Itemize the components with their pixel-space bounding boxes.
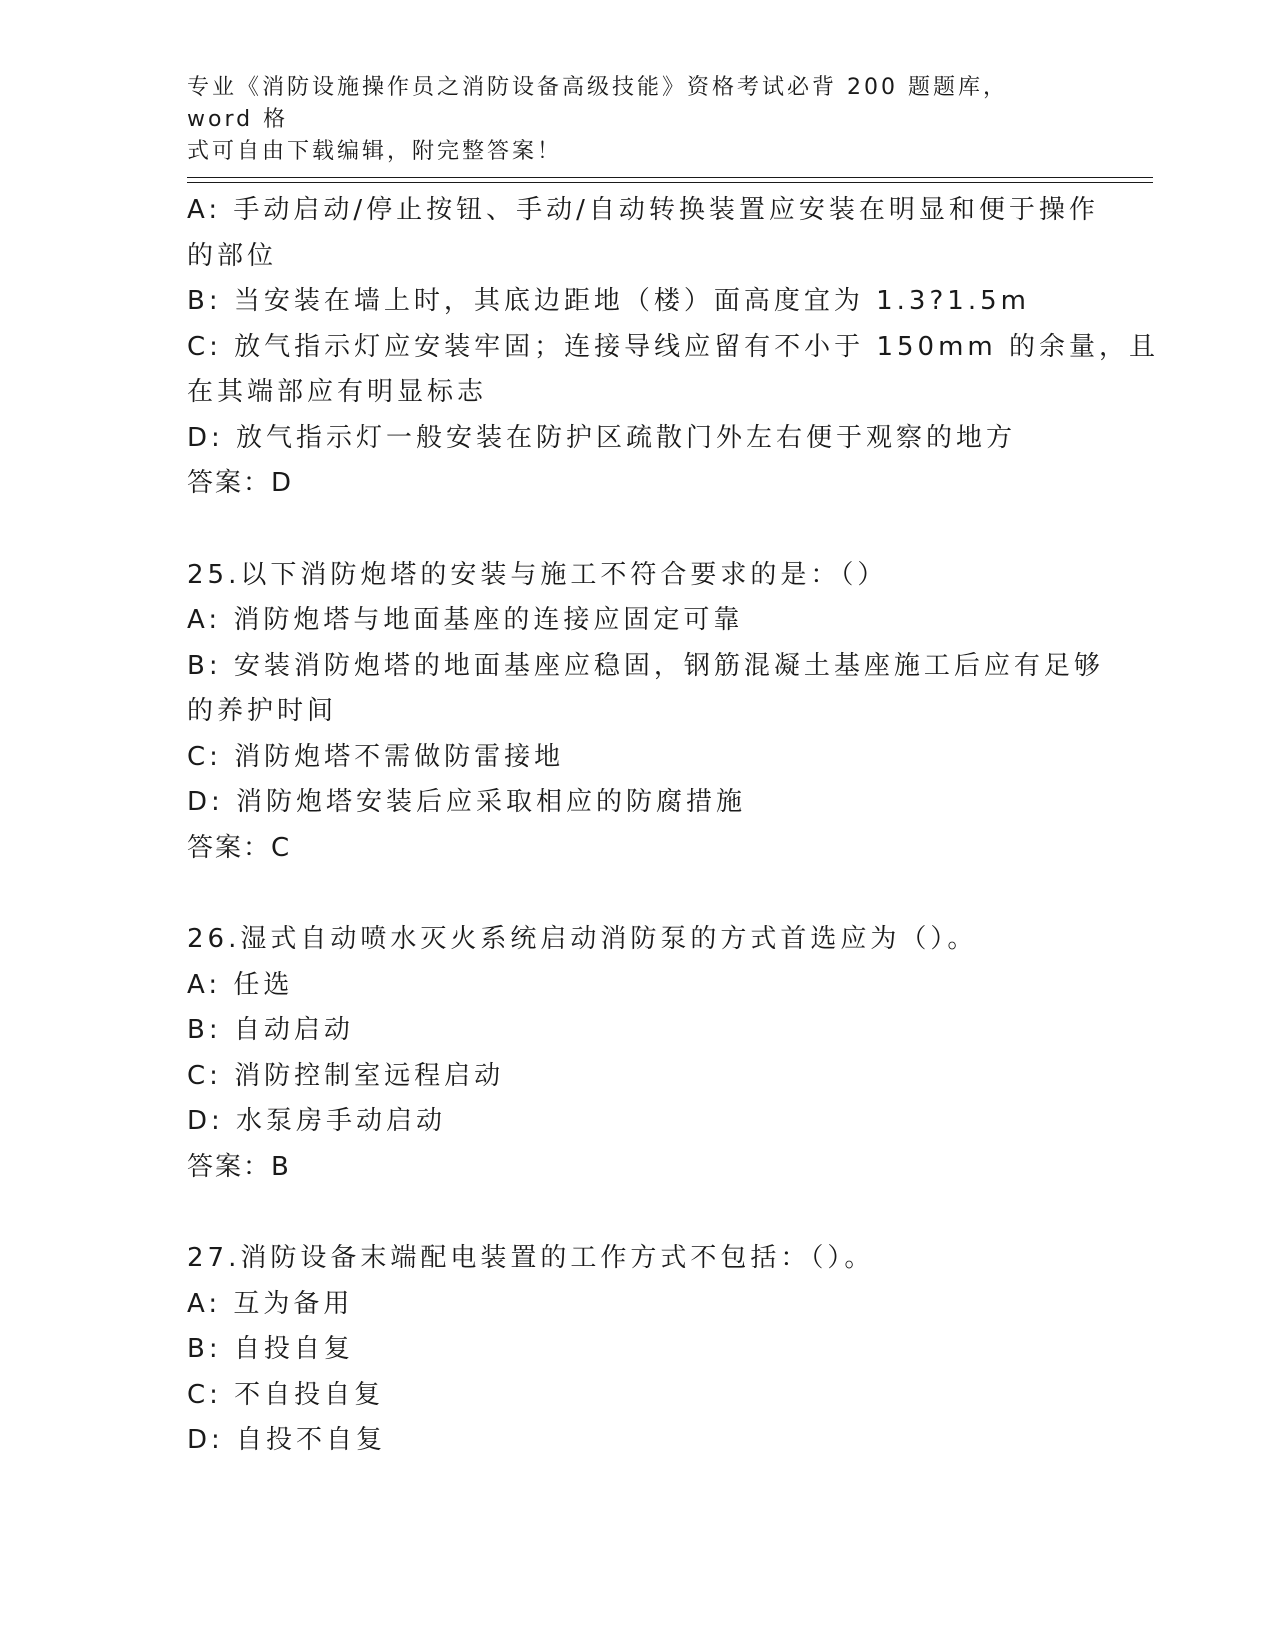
spacer (187, 507, 1087, 553)
question-25 (187, 553, 1104, 872)
option-d: D: 自投不自复 (187, 1425, 387, 1455)
question-24 (187, 188, 1159, 507)
option-b: B: 自动启动 (187, 1015, 354, 1045)
spacer (187, 1190, 1087, 1236)
option-b: B: 当安装在墙上时，其底边距地（楼）面高度宜为 1.3?1.5m (187, 286, 1030, 316)
option-c: C: 不自投自复 (187, 1379, 385, 1410)
answer: 答案：C (187, 832, 292, 863)
spacer (187, 871, 1087, 917)
question-text: 25.以下消防炮塔的安装与施工不符合要求的是：（） (187, 559, 888, 590)
header-line-2: 式可自由下载编辑，附完整答案！ (187, 139, 563, 164)
header-line-1: 专业《消防设施操作员之消防设备高级技能》资格考试必背 200 题题库，word 格 (187, 75, 1008, 132)
header-divider-top (187, 177, 1153, 178)
option-d: D: 放气指示灯一般安装在防护区疏散门外左右便于观察的地方 (187, 422, 1017, 453)
question-26 (187, 917, 1087, 1190)
document-body (187, 188, 1159, 1464)
option-a: A: 互为备用 (187, 1288, 354, 1319)
question-text: 27.消防设备末端配电装置的工作方式不包括：（）。 (187, 1243, 875, 1273)
option-b-line-2: 的养护时间 (187, 696, 338, 726)
header-divider-bottom (187, 182, 1153, 183)
question-text: 26.湿式自动喷水灭火系统启动消防泵的方式首选应为（）。 (187, 924, 978, 954)
answer: 答案：B (187, 1151, 291, 1182)
option-a-line-2: 的部位 (187, 240, 278, 271)
question-27 (187, 1236, 1087, 1464)
document-header (187, 72, 1067, 168)
option-c: C: 消防炮塔不需做防雷接地 (187, 741, 565, 772)
option-c: C: 消防控制室远程启动 (187, 1060, 505, 1091)
option-b-line-1: B: 安装消防炮塔的地面基座应稳固，钢筋混凝土基座施工后应有足够 (187, 650, 1104, 681)
answer: 答案：D (187, 468, 294, 498)
option-b: B: 自投自复 (187, 1334, 354, 1364)
option-c-line-2: 在其端部应有明显标志 (187, 377, 488, 407)
option-a-line-1: A: 手动启动/停止按钮、手动/自动转换装置应安装在明显和便于操作 (187, 195, 1099, 225)
option-a: A: 消防炮塔与地面基座的连接应固定可靠 (187, 605, 744, 635)
option-c-line-1: C: 放气指示灯应安装牢固；连接导线应留有不小于 150mm 的余量，且 (187, 331, 1159, 362)
option-d: D: 水泵房手动启动 (187, 1106, 447, 1136)
option-d: D: 消防炮塔安装后应采取相应的防腐措施 (187, 787, 747, 817)
option-a: A: 任选 (187, 969, 294, 1000)
